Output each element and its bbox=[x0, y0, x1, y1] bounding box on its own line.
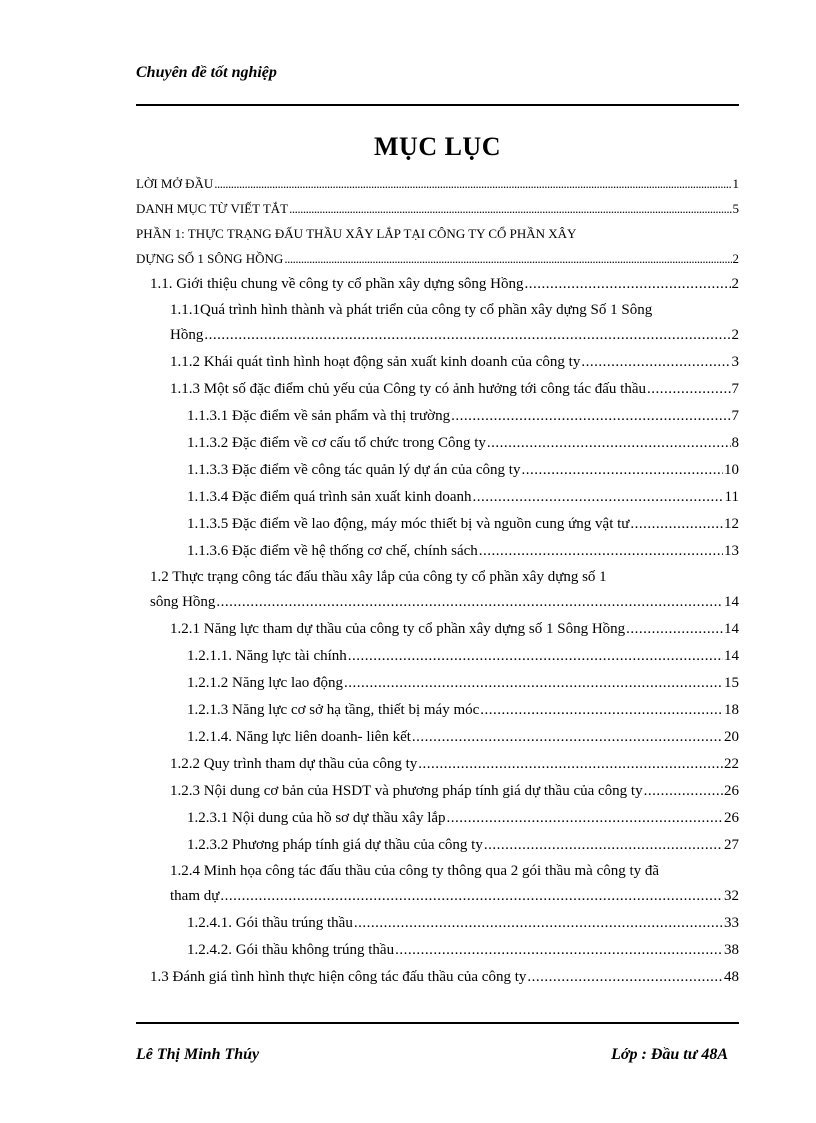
toc-entry-text: DANH MỤC TỪ VIẾT TẮT bbox=[136, 201, 289, 216]
toc-entry-text: tham dự bbox=[170, 888, 220, 904]
footer-class: Lớp : Đầu tư 48A bbox=[611, 1046, 728, 1063]
toc-entry-text: 1.1.2 Khái quát tình hình hoạt động sản xuất kinh doanh của công ty bbox=[170, 354, 581, 370]
toc-entry[interactable] bbox=[136, 964, 739, 991]
toc-entry[interactable] bbox=[136, 484, 739, 511]
toc-leader-dots bbox=[630, 511, 723, 538]
toc-entry[interactable] bbox=[136, 430, 739, 457]
toc-entry[interactable] bbox=[136, 271, 739, 298]
toc-leader-dots bbox=[447, 805, 723, 832]
table-of-contents bbox=[136, 171, 739, 991]
toc-page-number: 3 bbox=[731, 354, 739, 370]
toc-leader-dots bbox=[412, 724, 723, 751]
toc-entry-text-line1: 1.1.1Quá trình hình thành và phát triển của công ty cổ phần xây dựng Số 1 Sông bbox=[170, 302, 653, 318]
toc-entry[interactable] bbox=[136, 403, 739, 430]
toc-page-number: 8 bbox=[731, 435, 739, 451]
toc-page-number: 20 bbox=[724, 729, 739, 745]
toc-page-number: 22 bbox=[724, 756, 739, 772]
toc-leader-dots bbox=[204, 322, 730, 349]
toc-entry-text: 1.2.1.2 Năng lực lao động bbox=[187, 675, 344, 691]
toc-entry-text: 1.2.3.2 Phương pháp tính giá dự thầu của công ty bbox=[187, 837, 483, 853]
toc-page-number: 1 bbox=[732, 176, 739, 191]
toc-entry[interactable] bbox=[136, 910, 739, 937]
toc-leader-dots bbox=[216, 589, 723, 616]
toc-page-number: 11 bbox=[724, 489, 739, 505]
toc-page-number: 2 bbox=[732, 251, 739, 266]
toc-entry-text: 1.3 Đánh giá tình hình thực hiện công tác đấu thầu của công ty bbox=[150, 969, 527, 985]
toc-leader-dots bbox=[479, 538, 723, 565]
toc-page-number: 38 bbox=[724, 942, 739, 958]
toc-page-number: 15 bbox=[724, 675, 739, 691]
toc-page-number: 18 bbox=[724, 702, 739, 718]
footer-rule bbox=[136, 1022, 739, 1024]
toc-entry-text: 1.2.3.1 Nội dung của hồ sơ dự thầu xây lắp bbox=[187, 810, 446, 826]
toc-page-number: 5 bbox=[732, 201, 739, 216]
toc-entry[interactable] bbox=[136, 697, 739, 724]
toc-entry-text: 1.2.2 Quy trình tham dự thầu của công ty bbox=[170, 756, 418, 772]
toc-entry-text: 1.2.1 Năng lực tham dự thầu của công ty cổ phần xây dựng số 1 Sông Hồng bbox=[170, 621, 626, 637]
toc-page-number: 2 bbox=[731, 276, 739, 292]
toc-page-number: 2 bbox=[731, 327, 739, 343]
toc-leader-dots bbox=[487, 430, 731, 457]
toc-entry-text: 1.2.4.2. Gói thầu không trúng thầu bbox=[187, 942, 395, 958]
toc-page-number: 12 bbox=[724, 516, 739, 532]
header-rule bbox=[136, 104, 739, 106]
toc-entry-text: 1.1.3.1 Đặc điểm về sản phẩm và thị trường bbox=[187, 408, 451, 424]
toc-entry-text: 1.2.1.1. Năng lực tài chính bbox=[187, 648, 347, 664]
toc-entry-text: 1.1.3.5 Đặc điểm về lao động, máy móc thiết bị và nguồn cung ứng vật tư bbox=[187, 516, 630, 532]
toc-entry-text: 1.1.3.4 Đặc điểm quá trình sản xuất kinh doanh bbox=[187, 489, 472, 505]
toc-leader-dots bbox=[521, 457, 723, 484]
toc-entry[interactable] bbox=[136, 859, 739, 910]
toc-entry-text: 1.2.3 Nội dung cơ bản của HSDT và phương pháp tính giá dự thầu của công ty bbox=[170, 783, 643, 799]
footer-author: Lê Thị Minh Thúy bbox=[136, 1046, 260, 1063]
toc-entry[interactable] bbox=[136, 457, 739, 484]
toc-leader-dots bbox=[473, 484, 724, 511]
toc-entry[interactable] bbox=[136, 805, 739, 832]
toc-entry[interactable] bbox=[136, 724, 739, 751]
toc-entry[interactable] bbox=[136, 171, 739, 196]
toc-entry[interactable] bbox=[136, 616, 739, 643]
toc-page-number: 26 bbox=[724, 810, 739, 826]
toc-entry[interactable] bbox=[136, 349, 739, 376]
toc-page-number: 10 bbox=[724, 462, 739, 478]
page-title: MỤC LỤC bbox=[374, 132, 501, 161]
toc-entry[interactable] bbox=[136, 778, 739, 805]
toc-page-number: 7 bbox=[731, 408, 739, 424]
toc-leader-dots bbox=[284, 246, 731, 271]
toc-leader-dots bbox=[647, 376, 731, 403]
toc-entry-text: 1.1.3.3 Đặc điểm về công tác quản lý dự án của công ty bbox=[187, 462, 521, 478]
toc-leader-dots bbox=[395, 937, 723, 964]
toc-entry-text: 1.1.3.2 Đặc điểm về cơ cấu tổ chức trong Công ty bbox=[187, 435, 486, 451]
toc-entry-text: sông Hồng bbox=[150, 594, 216, 610]
toc-entry-text-line1: 1.2 Thực trạng công tác đấu thầu xây lắp của công ty cổ phần xây dựng số 1 bbox=[150, 569, 607, 585]
toc-entry[interactable] bbox=[136, 376, 739, 403]
toc-entry-text-line1: 1.2.4 Minh họa công tác đấu thầu của công ty thông qua 2 gói thầu mà công ty đã bbox=[170, 863, 660, 879]
toc-entry-text: 1.2.4.1. Gói thầu trúng thầu bbox=[187, 915, 353, 931]
toc-entry[interactable] bbox=[136, 538, 739, 565]
toc-leader-dots bbox=[581, 349, 730, 376]
toc-entry[interactable] bbox=[136, 196, 739, 221]
toc-entry-text: DỰNG SỐ 1 SÔNG HỒNG bbox=[136, 251, 284, 266]
toc-leader-dots bbox=[220, 883, 723, 910]
toc-entry[interactable] bbox=[136, 221, 739, 271]
toc-entry[interactable] bbox=[136, 751, 739, 778]
toc-page-number: 14 bbox=[724, 621, 739, 637]
toc-leader-dots bbox=[214, 171, 731, 196]
toc-page-number: 27 bbox=[724, 837, 739, 853]
toc-leader-dots bbox=[354, 910, 723, 937]
toc-leader-dots bbox=[480, 697, 723, 724]
toc-leader-dots bbox=[348, 643, 723, 670]
toc-leader-dots bbox=[344, 670, 723, 697]
toc-leader-dots bbox=[644, 778, 723, 805]
toc-entry-text-line1: PHẦN 1: THỰC TRẠNG ĐẤU THẦU XÂY LẮP TẠI CÔNG TY CỔ PHẦN XÂY bbox=[136, 226, 577, 241]
toc-entry[interactable] bbox=[136, 565, 739, 616]
toc-page-number: 7 bbox=[731, 381, 739, 397]
toc-entry[interactable] bbox=[136, 643, 739, 670]
toc-page-number: 26 bbox=[724, 783, 739, 799]
toc-entry-text: LỜI MỞ ĐẦU bbox=[136, 176, 214, 191]
toc-entry-text: Hồng bbox=[170, 327, 204, 343]
toc-leader-dots bbox=[418, 751, 723, 778]
toc-entry[interactable] bbox=[136, 670, 739, 697]
toc-page-number: 33 bbox=[724, 915, 739, 931]
toc-entry-text: 1.1.3 Một số đặc điểm chủ yếu của Công ty có ảnh hưởng tới công tác đấu thầu bbox=[170, 381, 646, 397]
toc-entry[interactable] bbox=[136, 832, 739, 859]
toc-entry-text: 1.1. Giới thiệu chung về công ty cổ phần xây dựng sông Hồng bbox=[150, 276, 524, 292]
toc-page-number: 48 bbox=[724, 969, 739, 985]
toc-leader-dots bbox=[484, 832, 723, 859]
toc-leader-dots bbox=[289, 196, 731, 221]
toc-page-number: 13 bbox=[724, 543, 739, 559]
toc-entry-text: 1.1.3.6 Đặc điểm về hệ thống cơ chế, chính sách bbox=[187, 543, 478, 559]
toc-leader-dots bbox=[626, 616, 723, 643]
page-header: Chuyên đề tốt nghiệp bbox=[136, 64, 277, 81]
toc-page-number: 14 bbox=[724, 648, 739, 664]
toc-page-number: 14 bbox=[724, 594, 739, 610]
toc-leader-dots bbox=[451, 403, 730, 430]
toc-entry[interactable] bbox=[136, 511, 739, 538]
toc-entry[interactable] bbox=[136, 298, 739, 349]
toc-entry-text: 1.2.1.3 Năng lực cơ sở hạ tầng, thiết bị máy móc bbox=[187, 702, 480, 718]
toc-page-number: 32 bbox=[724, 888, 739, 904]
toc-entry-text: 1.2.1.4. Năng lực liên doanh- liên kết bbox=[187, 729, 411, 745]
toc-leader-dots bbox=[525, 271, 731, 298]
toc-entry[interactable] bbox=[136, 937, 739, 964]
toc-leader-dots bbox=[527, 964, 723, 991]
